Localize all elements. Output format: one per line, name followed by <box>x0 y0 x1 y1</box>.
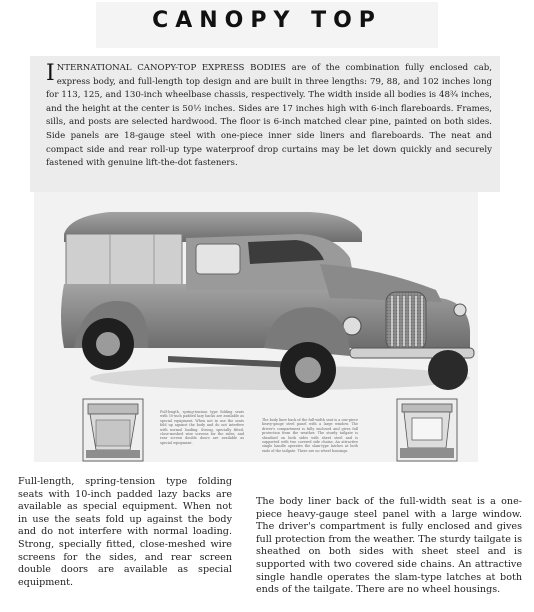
seat-folded-illustration <box>82 398 144 462</box>
running-board <box>168 356 296 368</box>
cab-door-window <box>196 244 240 274</box>
page-title: CANOPY TOP <box>152 8 382 33</box>
ground-shadow <box>90 366 470 390</box>
small-caption-left: Full-length, spring-tension type folding seats with 10-inch padded lazy backs are available as special equipment. When not in use the seats fold up against the body and do not interfere with normal loading. Strong, specially fitted, close-meshed wire screens for the sides, and rear screen double doors are available as special equipment. <box>160 410 244 445</box>
intro-text: NTERNATIONAL CANOPY-TOP EXPRESS BODIES are of the combination fully enclosed cab, express body, and full-length top design and are built in three lengths: 79, 88, and 102 inches long for 113, 125, and 130-inch wheelbase chassis, respectively. The width inside all bodies is 48¾ inches, and the height at the center is 50½ inches. Sides are 17 inches high with 6-inch flareboards. Frames, sills, and posts are selected hardwood. The floor is 6-inch matched clear pine, painted on both sides. Side panels are 18-gauge steel with one-piece inner side liners and flareboards. The neat and compact side and rear roll-up type waterproof drop curtains may be let down quickly and securely fastened with genuine lift-the-dot fasteners. <box>46 63 492 169</box>
intro-paragraph <box>46 62 492 171</box>
canopy-top-truck-photo <box>50 198 482 398</box>
body-liner-illustration <box>396 398 458 462</box>
small-caption-right: The body liner back of the full-width seat is a one-piece heavy-gauge steel panel with a large window. The driver's compartment is fully enclosed and gives full protection from the weather. The sturdy tailgate is sheathed on both sides with sheet steel and is supported with two covered side chains. An attractive single handle operates the slam-type latches at both ends of the tailgate. There are no wheel housings. <box>262 418 358 453</box>
intro-dropcap: I <box>46 61 55 86</box>
caption-left: Full-length, spring-tension type folding seats with 10-inch padded lazy backs are available as special equipment. When not in use the seats fold up against the body and do not interfere with normal loading. Strong, specially fitted, close-meshed wire screens for the sides, and rear screen double doors are available as special equipment. <box>18 476 232 588</box>
side-curtain <box>66 234 182 286</box>
caption-right: The body liner back of the full-width seat is a one-piece heavy-gauge steel panel with a large window. The driver's compartment is fully enclosed and gives full protection from the weather. The sturdy tailgate is sheathed on both sides with sheet steel and is supported with two covered side chains. An attractive single handle operates the slam-type latches at both ends of the tailgate. There are no wheel housings. <box>256 496 522 596</box>
